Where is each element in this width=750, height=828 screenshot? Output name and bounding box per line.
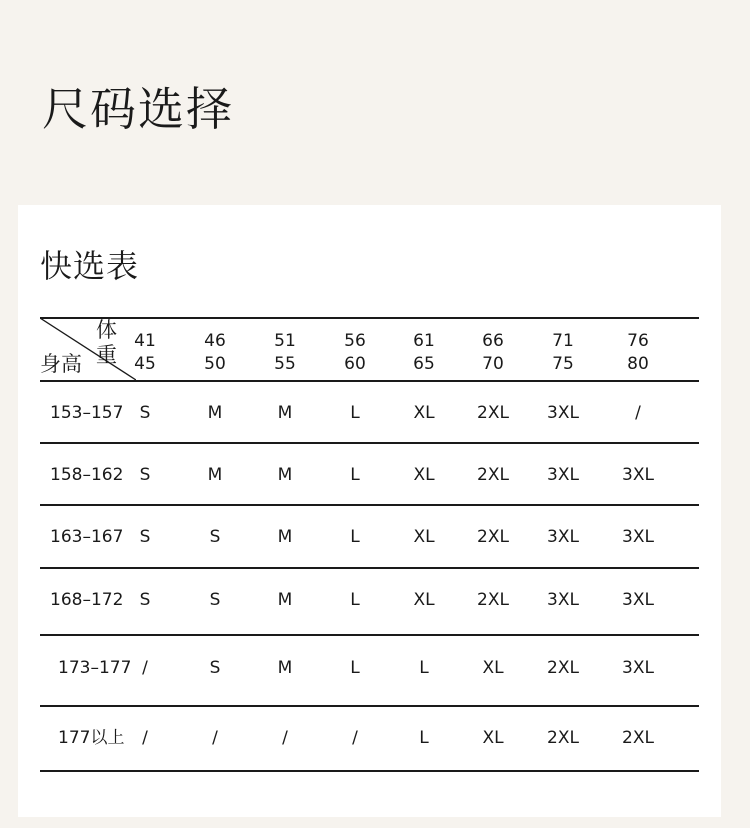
size-cell: S <box>139 527 151 547</box>
table-bottom-rule <box>40 770 699 772</box>
height-range-label: 168–172 <box>50 590 124 610</box>
size-cell: S <box>209 590 221 610</box>
weight-range-max: 50 <box>204 353 226 374</box>
size-cell: / <box>282 728 288 748</box>
size-cell: 2XL <box>477 527 509 547</box>
size-cell: 3XL <box>622 658 654 678</box>
weight-range-header <box>325 330 385 376</box>
weight-range-min: 71 <box>552 331 574 351</box>
weight-range-min: 56 <box>344 331 366 351</box>
weight-range-max: 45 <box>134 353 156 374</box>
size-cell: 3XL <box>622 465 654 485</box>
size-cell: 3XL <box>547 527 579 547</box>
row-divider <box>40 634 699 636</box>
size-cell: M <box>277 527 293 547</box>
weight-range-max: 75 <box>552 353 574 374</box>
row-divider <box>40 504 699 506</box>
size-cell: / <box>142 728 148 748</box>
size-cell: L <box>350 658 360 678</box>
height-axis-label: 身高 <box>40 352 82 376</box>
weight-range-max: 60 <box>344 353 366 374</box>
size-cell: M <box>277 658 293 678</box>
size-cell: M <box>207 403 223 423</box>
size-cell: 3XL <box>547 403 579 423</box>
weight-range-min: 76 <box>627 331 649 351</box>
size-cell: L <box>419 658 429 678</box>
weight-range-header <box>394 330 454 376</box>
height-range-label: 173–177 <box>58 658 132 678</box>
height-range-label: 158–162 <box>50 465 124 485</box>
weight-axis-label: 体重 <box>96 318 117 368</box>
size-cell: XL <box>413 403 435 423</box>
size-cell: M <box>207 465 223 485</box>
weight-range-max: 80 <box>627 353 649 374</box>
size-cell: XL <box>413 527 435 547</box>
size-cell: L <box>350 590 360 610</box>
weight-range-max: 55 <box>274 353 296 374</box>
weight-range-header <box>185 330 245 376</box>
size-cell: XL <box>482 658 504 678</box>
size-cell: 3XL <box>622 527 654 547</box>
row-divider <box>40 705 699 707</box>
size-cell: XL <box>482 728 504 748</box>
row-divider <box>40 567 699 569</box>
weight-range-header <box>255 330 315 376</box>
size-cell: / <box>352 728 358 748</box>
size-cell: S <box>139 590 151 610</box>
size-cell: 2XL <box>547 658 579 678</box>
size-cell: M <box>277 465 293 485</box>
size-cell: 2XL <box>547 728 579 748</box>
size-cell: S <box>209 658 221 678</box>
size-cell: / <box>212 728 218 748</box>
weight-range-min: 46 <box>204 331 226 351</box>
size-cell: S <box>139 403 151 423</box>
weight-range-header <box>608 330 668 376</box>
size-cell: M <box>277 590 293 610</box>
header-bottom-rule <box>40 380 699 382</box>
page-title: 尺码选择 <box>42 82 234 136</box>
size-cell: L <box>350 403 360 423</box>
size-cell: M <box>277 403 293 423</box>
weight-range-header <box>533 330 593 376</box>
weight-range-min: 61 <box>413 331 435 351</box>
size-cell: / <box>142 658 148 678</box>
size-cell: L <box>350 527 360 547</box>
weight-range-header <box>463 330 523 376</box>
size-cell: 2XL <box>622 728 654 748</box>
weight-range-header <box>115 330 175 376</box>
size-cell: XL <box>413 465 435 485</box>
weight-range-min: 66 <box>482 331 504 351</box>
size-cell: 2XL <box>477 590 509 610</box>
weight-range-min: 41 <box>134 331 156 351</box>
weight-range-min: 51 <box>274 331 296 351</box>
size-cell: 3XL <box>547 465 579 485</box>
size-cell: S <box>139 465 151 485</box>
size-cell: XL <box>413 590 435 610</box>
size-chart-card <box>18 205 721 817</box>
size-cell: / <box>635 403 641 423</box>
weight-range-max: 70 <box>482 353 504 374</box>
table-top-rule <box>40 317 699 319</box>
height-range-label: 153–157 <box>50 403 124 423</box>
size-cell: L <box>350 465 360 485</box>
height-range-label: 177以上 <box>58 728 125 748</box>
card-title: 快选表 <box>40 247 140 285</box>
height-range-label: 163–167 <box>50 527 124 547</box>
size-cell: 2XL <box>477 403 509 423</box>
size-cell: L <box>419 728 429 748</box>
size-cell: 2XL <box>477 465 509 485</box>
row-divider <box>40 442 699 444</box>
size-cell: 3XL <box>547 590 579 610</box>
size-cell: 3XL <box>622 590 654 610</box>
weight-range-max: 65 <box>413 353 435 374</box>
size-cell: S <box>209 527 221 547</box>
